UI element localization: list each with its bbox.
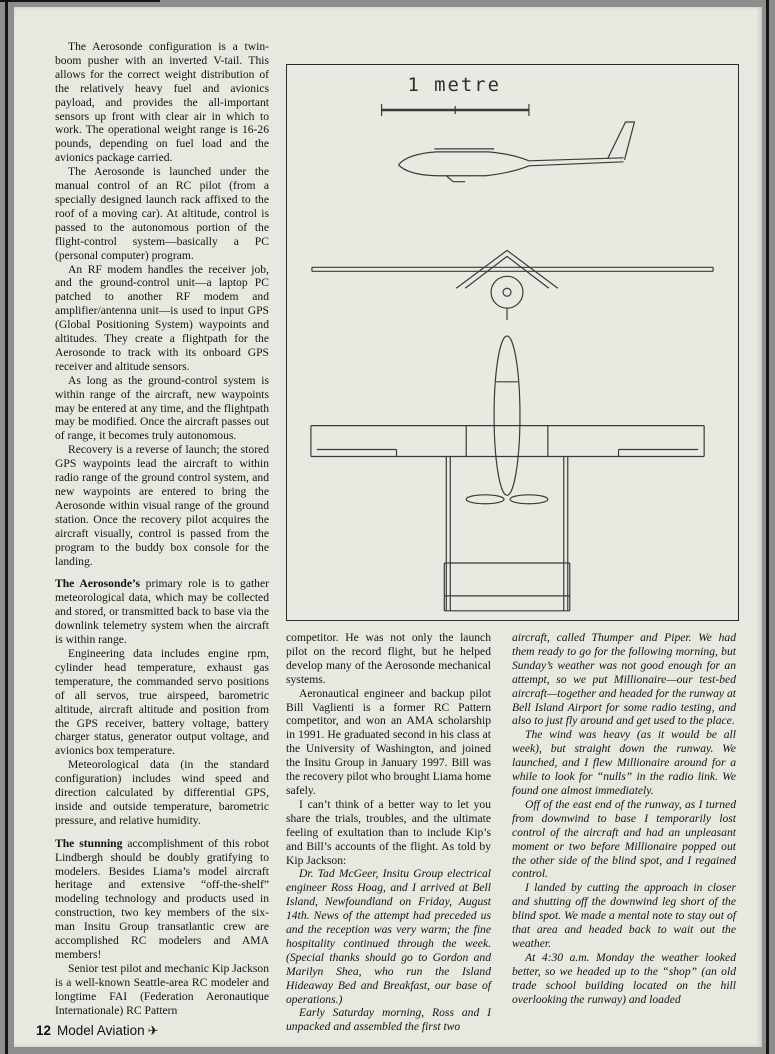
quote-paragraph: At 4:30 a.m. Monday the weather looked better, so we headed up to the “shop” (an old trade school building located on the hill overlooking the runway) and loaded	[512, 950, 736, 1006]
paragraph: An RF modem handles the receiver job, and the ground-control unit—a laptop PC patched to another RF modem and amplifier/antenna unit—is used to input GPS (Global Positioning System) waypoints and altitudes. They create a flightpath for the Aerosonde to track with its onboard GPS receiver and altitude sensors.	[55, 262, 269, 373]
scale-bar	[382, 74, 529, 116]
paragraph-text: accomplishment of this robot Lindbergh should be doubly gratifying to modelers. Besides Liama’s model aircraft heritage and extensive “off-the-shelf” modeling technology and products used in construction, two key members of the six-man Insitu Group transatlantic crew are accomplished RC modelers and AMA members!	[55, 836, 269, 961]
aircraft-front-view	[312, 250, 713, 320]
quote-paragraph: Off of the east end of the runway, as I turned from downwind to base I temporarily lost control of the aircraft and had an unpleasant moment or two before Millionaire popped out the other side of the blind spot, and I regained control.	[512, 797, 736, 881]
quote-paragraph: aircraft, called Thumper and Piper. We had them ready to go for the following morning, but Sunday’s weather was not good enough for an attempt, so we put Millionaire—our test-bed aircraft—together and headed for the runway at Bell Island Airport for some radio testing, and also to just fly around and get used to the place.	[512, 631, 736, 728]
quote-paragraph: The wind was heavy (as it would be all week), but straight down the runway. We launched, and I flew Millionaire around for a while to look for “nulls” in the radio link. We found one almost immediately.	[512, 728, 736, 797]
aircraft-top-view	[311, 336, 704, 611]
aircraft-three-view-diagram	[286, 64, 739, 621]
paragraph: The Aerosonde configuration is a twin-boom pusher with an inverted V-tail. This allows for the correct weight distribution of the relatively heavy fuel and avionics payload, and provides the all-important sensors up front with clear air in which to work. The operational weight range is 16-26 pounds, depending on fuel load and the avionics package carried.	[55, 40, 269, 165]
right-column	[512, 631, 736, 1006]
paragraph: Engineering data includes engine rpm, cylinder head temperature, exhaust gas temperature, the commanded servo positions of all servos, true airspeed, barometric altitude, aircraft altitude and position from the GPS receiver, battery voltage, battery charger status, generator output voltage, and avionics box temperature.	[55, 646, 269, 758]
paragraph-text: primary role is to gather meteorological data, which may be collected and stored, or transmitted back to base via the downlink telemetry system when the aircraft is within range.	[55, 577, 269, 647]
magazine-title: Model Aviation	[57, 1023, 145, 1038]
quote-paragraph: I landed by cutting the approach in closer and shutting off the downwind leg short of the blind spot. We made a mental note to stay out of that area and headed back to wait out the weather.	[512, 881, 736, 950]
scan-edge-left	[5, 0, 8, 1054]
middle-column	[286, 631, 491, 1034]
paragraph	[55, 577, 269, 647]
paragraph	[55, 837, 269, 962]
propeller-blade	[510, 495, 548, 504]
airplane-icon: ✈	[147, 1023, 159, 1038]
aircraft-side-view	[399, 122, 635, 182]
paragraph: As long as the ground-control system is within range of the aircraft, new waypoints may be entered at any time, and the flightpath may be modified. Once the aircraft passes out of range, it becomes truly autonomous.	[55, 373, 269, 443]
paragraph: I can’t think of a better way to let you share the trials, troubles, and the ultimate feeling of exultation than to include Kip’s and Bill’s accounts of the flight. As told by Kip Jackson:	[286, 797, 491, 867]
quote-paragraph: Early Saturday morning, Ross and I unpacked and assembled the first two	[286, 1006, 491, 1034]
scale-label: 1 metre	[407, 74, 502, 97]
paragraph: The Aerosonde is launched under the manual control of an RC pilot (from a specially designed launch rack affixed to the roof of a moving car). At altitude, control is passed to the autonomous portion of the flight-control system—basically a PC (personal computer) program.	[55, 165, 269, 262]
page-footer	[36, 1023, 159, 1039]
bold-lead: The Aerosonde’s	[55, 577, 140, 591]
scan-edge-top	[0, 0, 160, 2]
aircraft-drawing	[287, 65, 738, 620]
quote-paragraph: Dr. Tad McGeer, Insitu Group electrical engineer Ross Hoag, and I arrived at Bell Island, Newfoundland on Friday, August 14th. News of the attempt had preceded us and the reception was very warm; the fine hospitality continued through the week. (Special thanks should go to Gordon and Marilyn Shea, who run the Island Hideaway Bed and Breakfast, our base of operations.)	[286, 867, 491, 1006]
left-column	[55, 40, 269, 1018]
paragraph: Aeronautical engineer and backup pilot Bill Vaglienti is a former RC Pattern competitor, and won an AMA scholarship in 1991. He graduated second in his class at the University of Washington, and joined the Insitu Group in January 1997. Bill was the recovery pilot who brought Liama home safely.	[286, 686, 491, 797]
propeller-blade	[466, 495, 504, 504]
page-number: 12	[36, 1023, 52, 1038]
scan-edge-right	[766, 0, 769, 1054]
bold-lead: The stunning	[55, 836, 123, 850]
paragraph: competitor. He was not only the launch pilot on the record flight, but he helped develop many of the Aerosonde mechanical systems.	[286, 631, 491, 686]
paragraph: Meteorological data (in the standard configuration) includes wind speed and direction calculated by differential GPS, inside and outside temperature, barometric pressure, and relative humidity.	[55, 758, 269, 827]
paragraph: Senior test pilot and mechanic Kip Jackson is a well-known Seattle-area RC modeler and longtime FAI (Federation Aeronautique Internationale) RC Pattern	[55, 961, 269, 1017]
paragraph: Recovery is a reverse of launch; the stored GPS waypoints lead the aircraft to within radio range of the ground control system, and new waypoints are entered to bring the Aerosonde within visual range of the ground station. Once the recovery pilot acquires the aircraft visually, control is passed from the program to the buddy box console for the landing.	[55, 443, 269, 568]
